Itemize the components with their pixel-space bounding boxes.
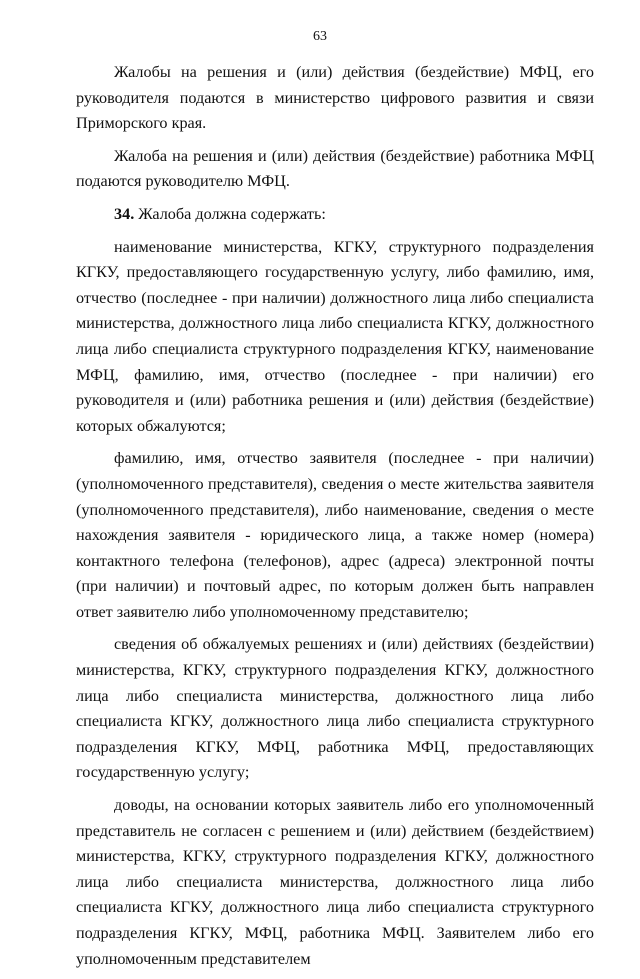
page-number: 63: [313, 29, 327, 44]
paragraph-complaint-mfc-head: Жалобы на решения и (или) действия (бездействие) МФЦ, его руководителя подаются в министерство цифрового развития и связи Приморского края.: [76, 63, 594, 133]
section-34-heading: Жалоба должна содержать:: [134, 204, 326, 223]
paragraph-item-arguments: доводы, на основании которых заявитель либо его уполномоченный представитель не согласен с решением и (или) действием (бездействием) министерства, КГКУ, структурного подразделения КГКУ, должностного лица либо специалиста министерства, должностного лица либо специалиста КГКУ, должностного лица либо специалиста структурного подразделения КГКУ, МФЦ, работника МФЦ. Заявителем либо его уполномоченным представителем: [76, 796, 594, 968]
document-body: [76, 60, 594, 979]
paragraph-item-name: наименование министерства, КГКУ, структурного подразделения КГКУ, предоставляющего государственную услугу, либо фамилию, имя, отчество (последнее - при наличии) должностного лица либо специалиста министерства, должностного лица либо специалиста КГКУ, должностного лица либо специалиста структурного подразделения КГКУ, наименование МФЦ, фамилию, имя, отчество (последнее - при наличии) его руководителя и (или) работника решения и (или) действия (бездействие) которых обжалуются;: [76, 237, 594, 435]
paragraph-section-34: [76, 202, 594, 228]
paragraph-item-applicant: фамилию, имя, отчество заявителя (последнее - при наличии) (уполномоченного представителя), сведения о месте жительства заявителя (уполномоченного представителя), либо наименование, сведения о месте нахождения заявителя - юридического лица, а также номер (номера) контактного телефона (телефонов), адрес (адреса) электронной почты (при наличии) и почтовый адрес, по которым должен быть направлен ответ заявителю либо уполномоченному представителю;: [76, 449, 594, 621]
paragraph-complaint-mfc-worker: Жалоба на решения и (или) действия (бездействие) работника МФЦ подаются руководителю МФЦ.: [76, 146, 594, 191]
paragraph-item-decisions: сведения об обжалуемых решениях и (или) действиях (бездействии) министерства, КГКУ, структурного подразделения КГКУ, должностного лица либо специалиста министерства, должностного лица либо специалиста КГКУ, должностного лица либо специалиста структурного подразделения КГКУ, МФЦ, работника МФЦ, предоставляющих государственную услугу;: [76, 635, 594, 782]
section-number: 34.: [114, 204, 135, 223]
